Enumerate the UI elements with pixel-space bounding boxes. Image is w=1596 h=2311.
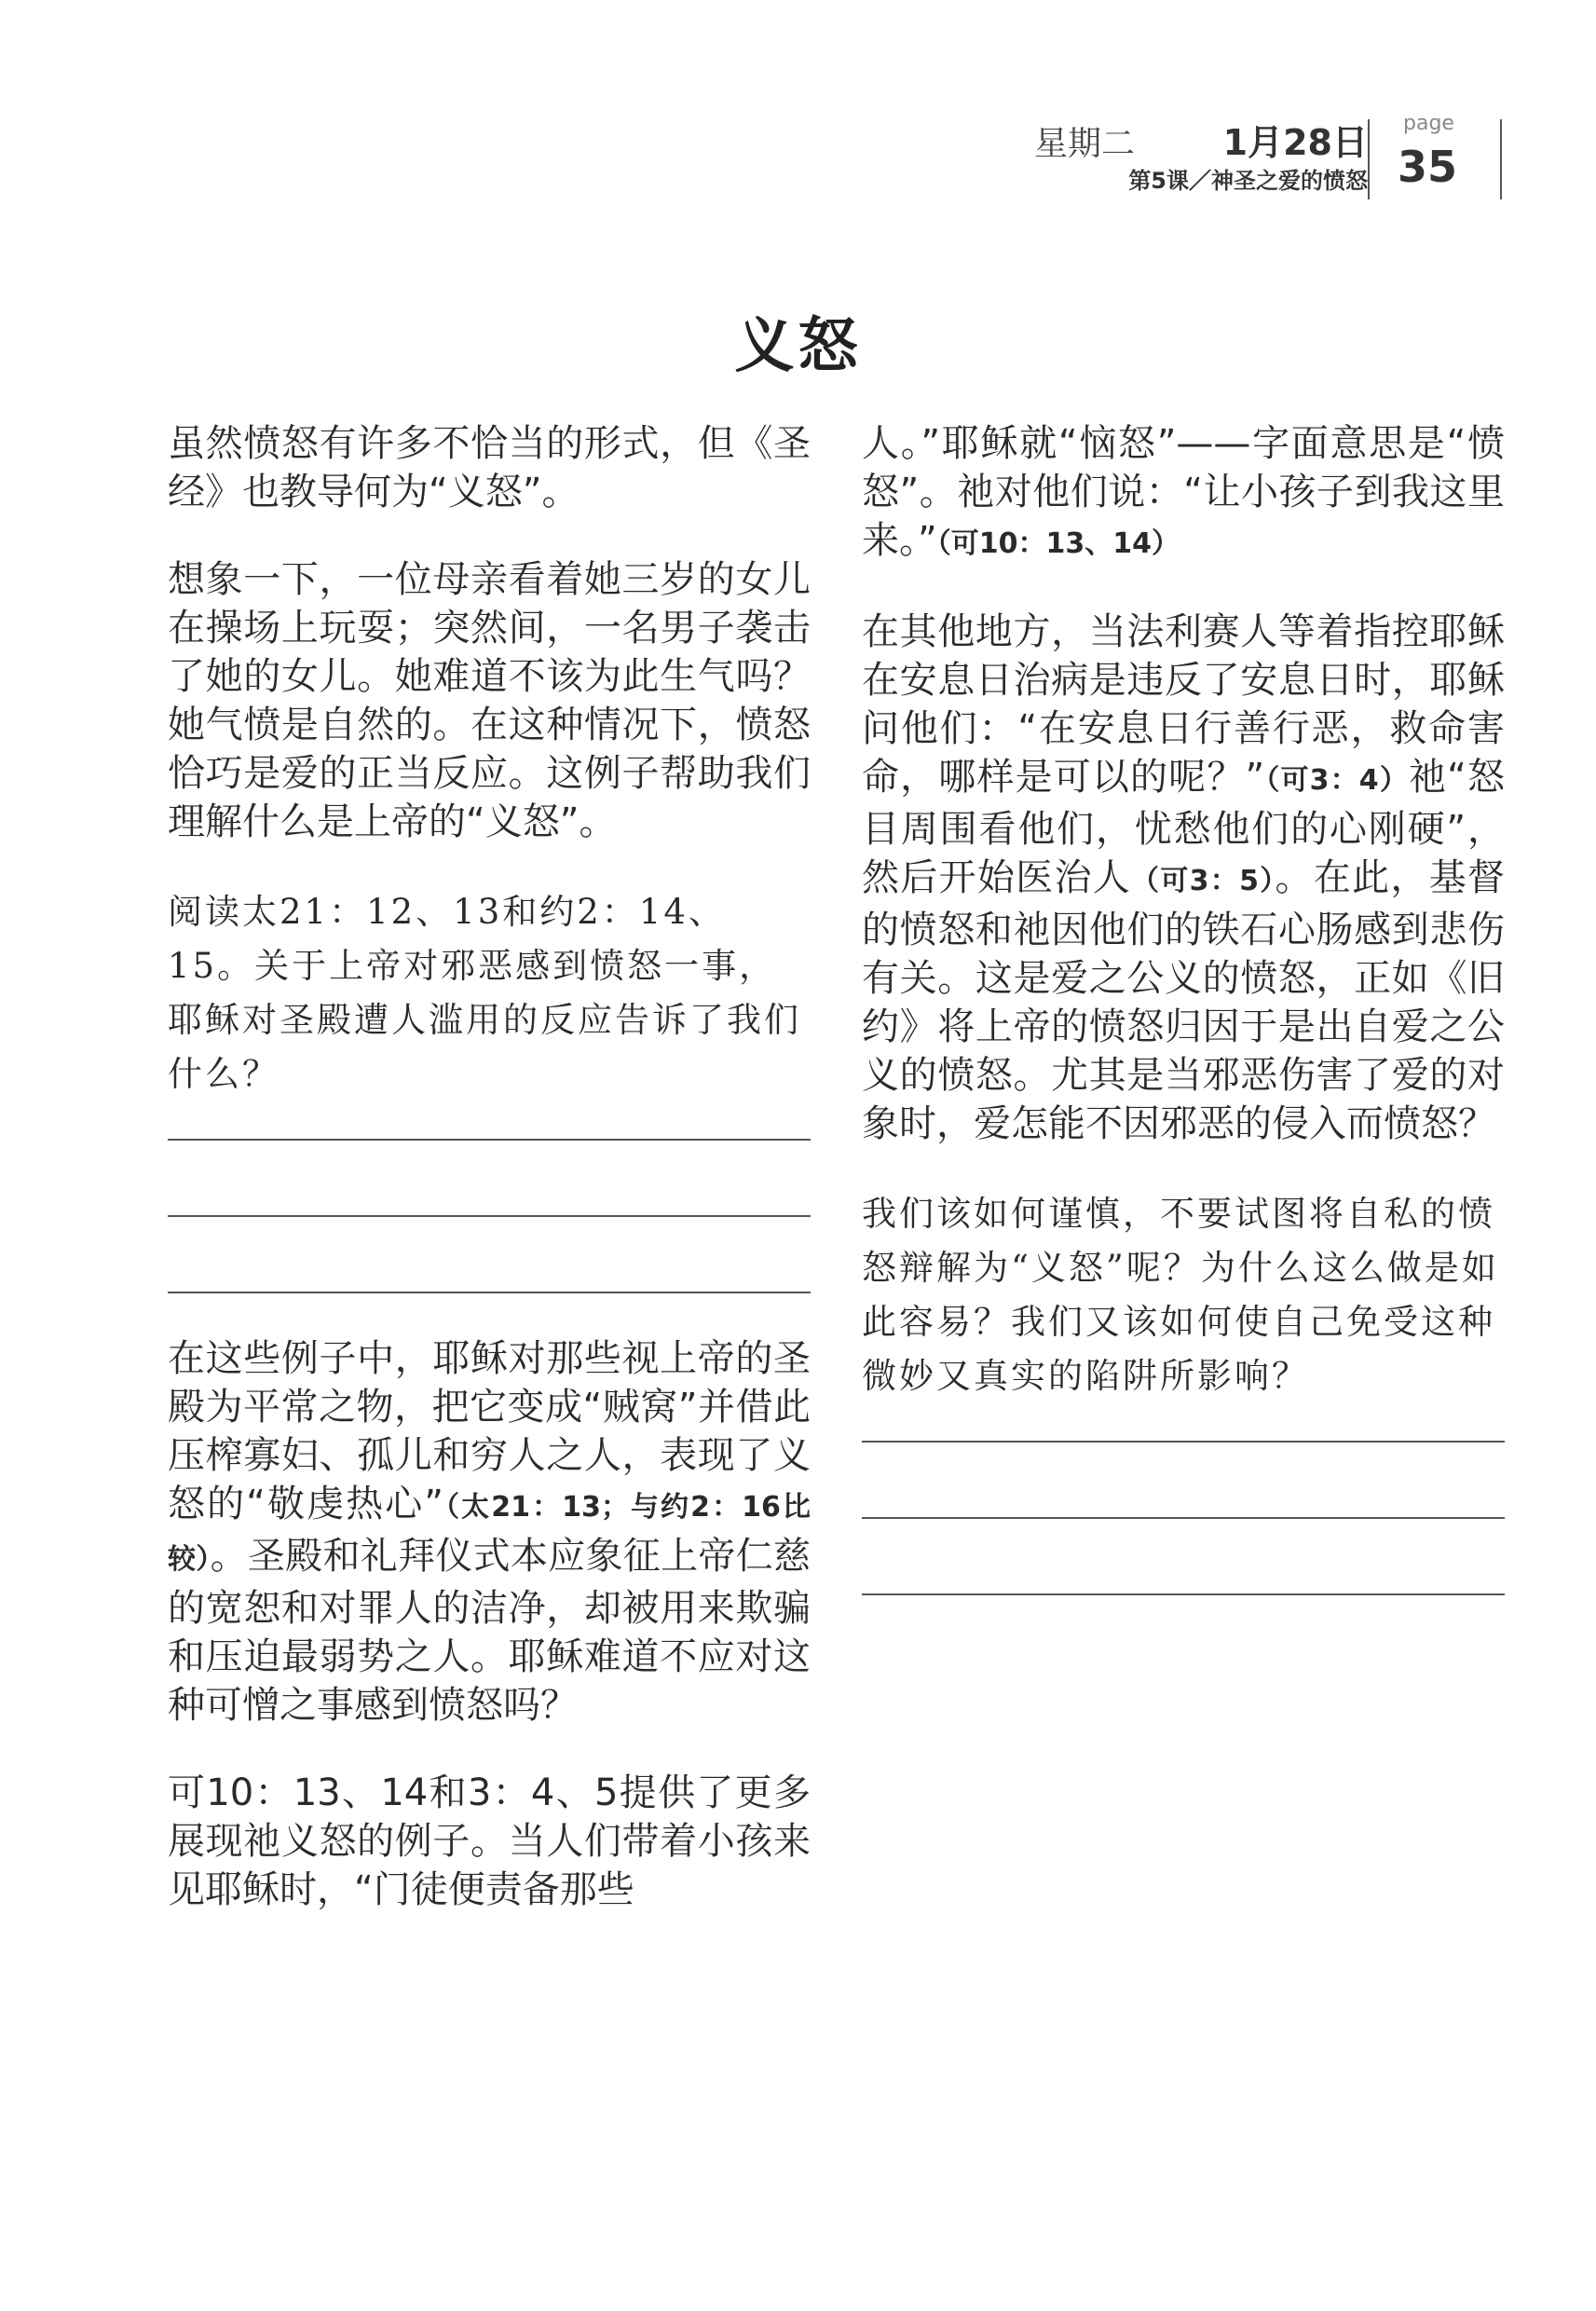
page-header [0,112,1596,205]
answer-line[interactable] [862,1593,1505,1595]
sabbath-paragraph: 在其他地方，当法利赛人等着指控耶稣在安息日治病是违反了安息日时，耶稣问他们：“在安息日行善行恶，救命害命，哪样是可以的呢？”（可3：4）祂“怒目周围看他们，忧愁他们的心刚硬”，然后开始医治人（可3：5）。在此，基督的愤怒和祂因他们的铁石心肠感到悲伤有关。这是爱之公义的愤怒，正如《旧约》将上帝的愤怒归因于是出自爱之公义的愤怒。尤其是当邪恶伤害了爱的对象时，爱怎能不因邪恶的侵入而愤怒？ [862,610,1506,1145]
page-title: 义怒 [734,312,862,381]
answer-lines[interactable] [168,1139,811,1293]
header-lesson: 第5课／神圣之爱的愤怒 [1128,168,1368,194]
mark-paragraph: 可10：13、14和3：4、5提供了更多展现祂义怒的例子。当人们带着小孩来见耶稣时，“门徒便责备那些 [168,1771,811,1911]
scripture-reference: （可3：5） [1131,865,1275,897]
left-column [168,419,811,1953]
answer-line[interactable] [168,1292,811,1293]
header-divider [1368,119,1370,199]
answer-line[interactable] [862,1517,1505,1519]
mother-example-paragraph: 想象一下，一位母亲看着她三岁的女儿在操场上玩耍；突然间，一名男子袭击了她的女儿。她难道不该为此生气吗？她气愤是自然的。在这种情况下，愤怒恰巧是爱的正当反应。这例子帮助我们理解什么是上帝的“义怒”。 [168,558,811,843]
header-edge-rule [1500,119,1502,199]
scripture-reference: （可3：4） [1264,764,1409,797]
answer-line[interactable] [168,1139,811,1141]
answer-line[interactable] [168,1215,811,1217]
study-question: 阅读太21：12、13和约2：14、15。关于上帝对邪恶感到愤怒一事，耶稣对圣殿遭人滥用的反应告诉了我们什么？ [168,892,801,1094]
header-date: 1月28日 [1222,122,1368,163]
answer-line[interactable] [862,1441,1505,1443]
scripture-reference: （太21：13；与约2：16比较） [168,1491,811,1576]
page-number: 35 [1398,142,1458,192]
answer-lines[interactable] [862,1441,1505,1595]
temple-paragraph: 在这些例子中，耶稣对那些视上帝的圣殿为平常之物，把它变成“贼窝”并借此压榨寡妇、孤儿和穷人之人，表现了义怒的“敬虔热心”（太21：13；与约2：16比较）。圣殿和礼拜仪式本应象征上帝仁慈的宽恕和对罪人的洁净，却被用来欺骗和压迫最弱势之人。耶稣难道不应对这种可憎之事感到愤怒吗？ [168,1337,812,1727]
scripture-reference: （可10：13、14） [936,527,1180,560]
header-weekday: 星期二 [1034,125,1136,163]
children-paragraph: 人。”耶稣就“恼怒”——字面意思是“愤怒”。祂对他们说：“让小孩子到我这里来。”（可10：13、14） [862,422,1505,562]
right-column [862,419,1505,1636]
page-label: page [1403,112,1454,135]
intro-paragraph: 虽然愤怒有许多不恰当的形式，但《圣经》也教导何为“义怒”。 [168,422,811,513]
reflection-question: 我们该如何谨慎，不要试图将自私的愤怒辩解为“义怒”呢？为什么这么做是如此容易？我们又该如何使自己免受这种微妙又真实的陷阱所影响？ [862,1194,1499,1396]
